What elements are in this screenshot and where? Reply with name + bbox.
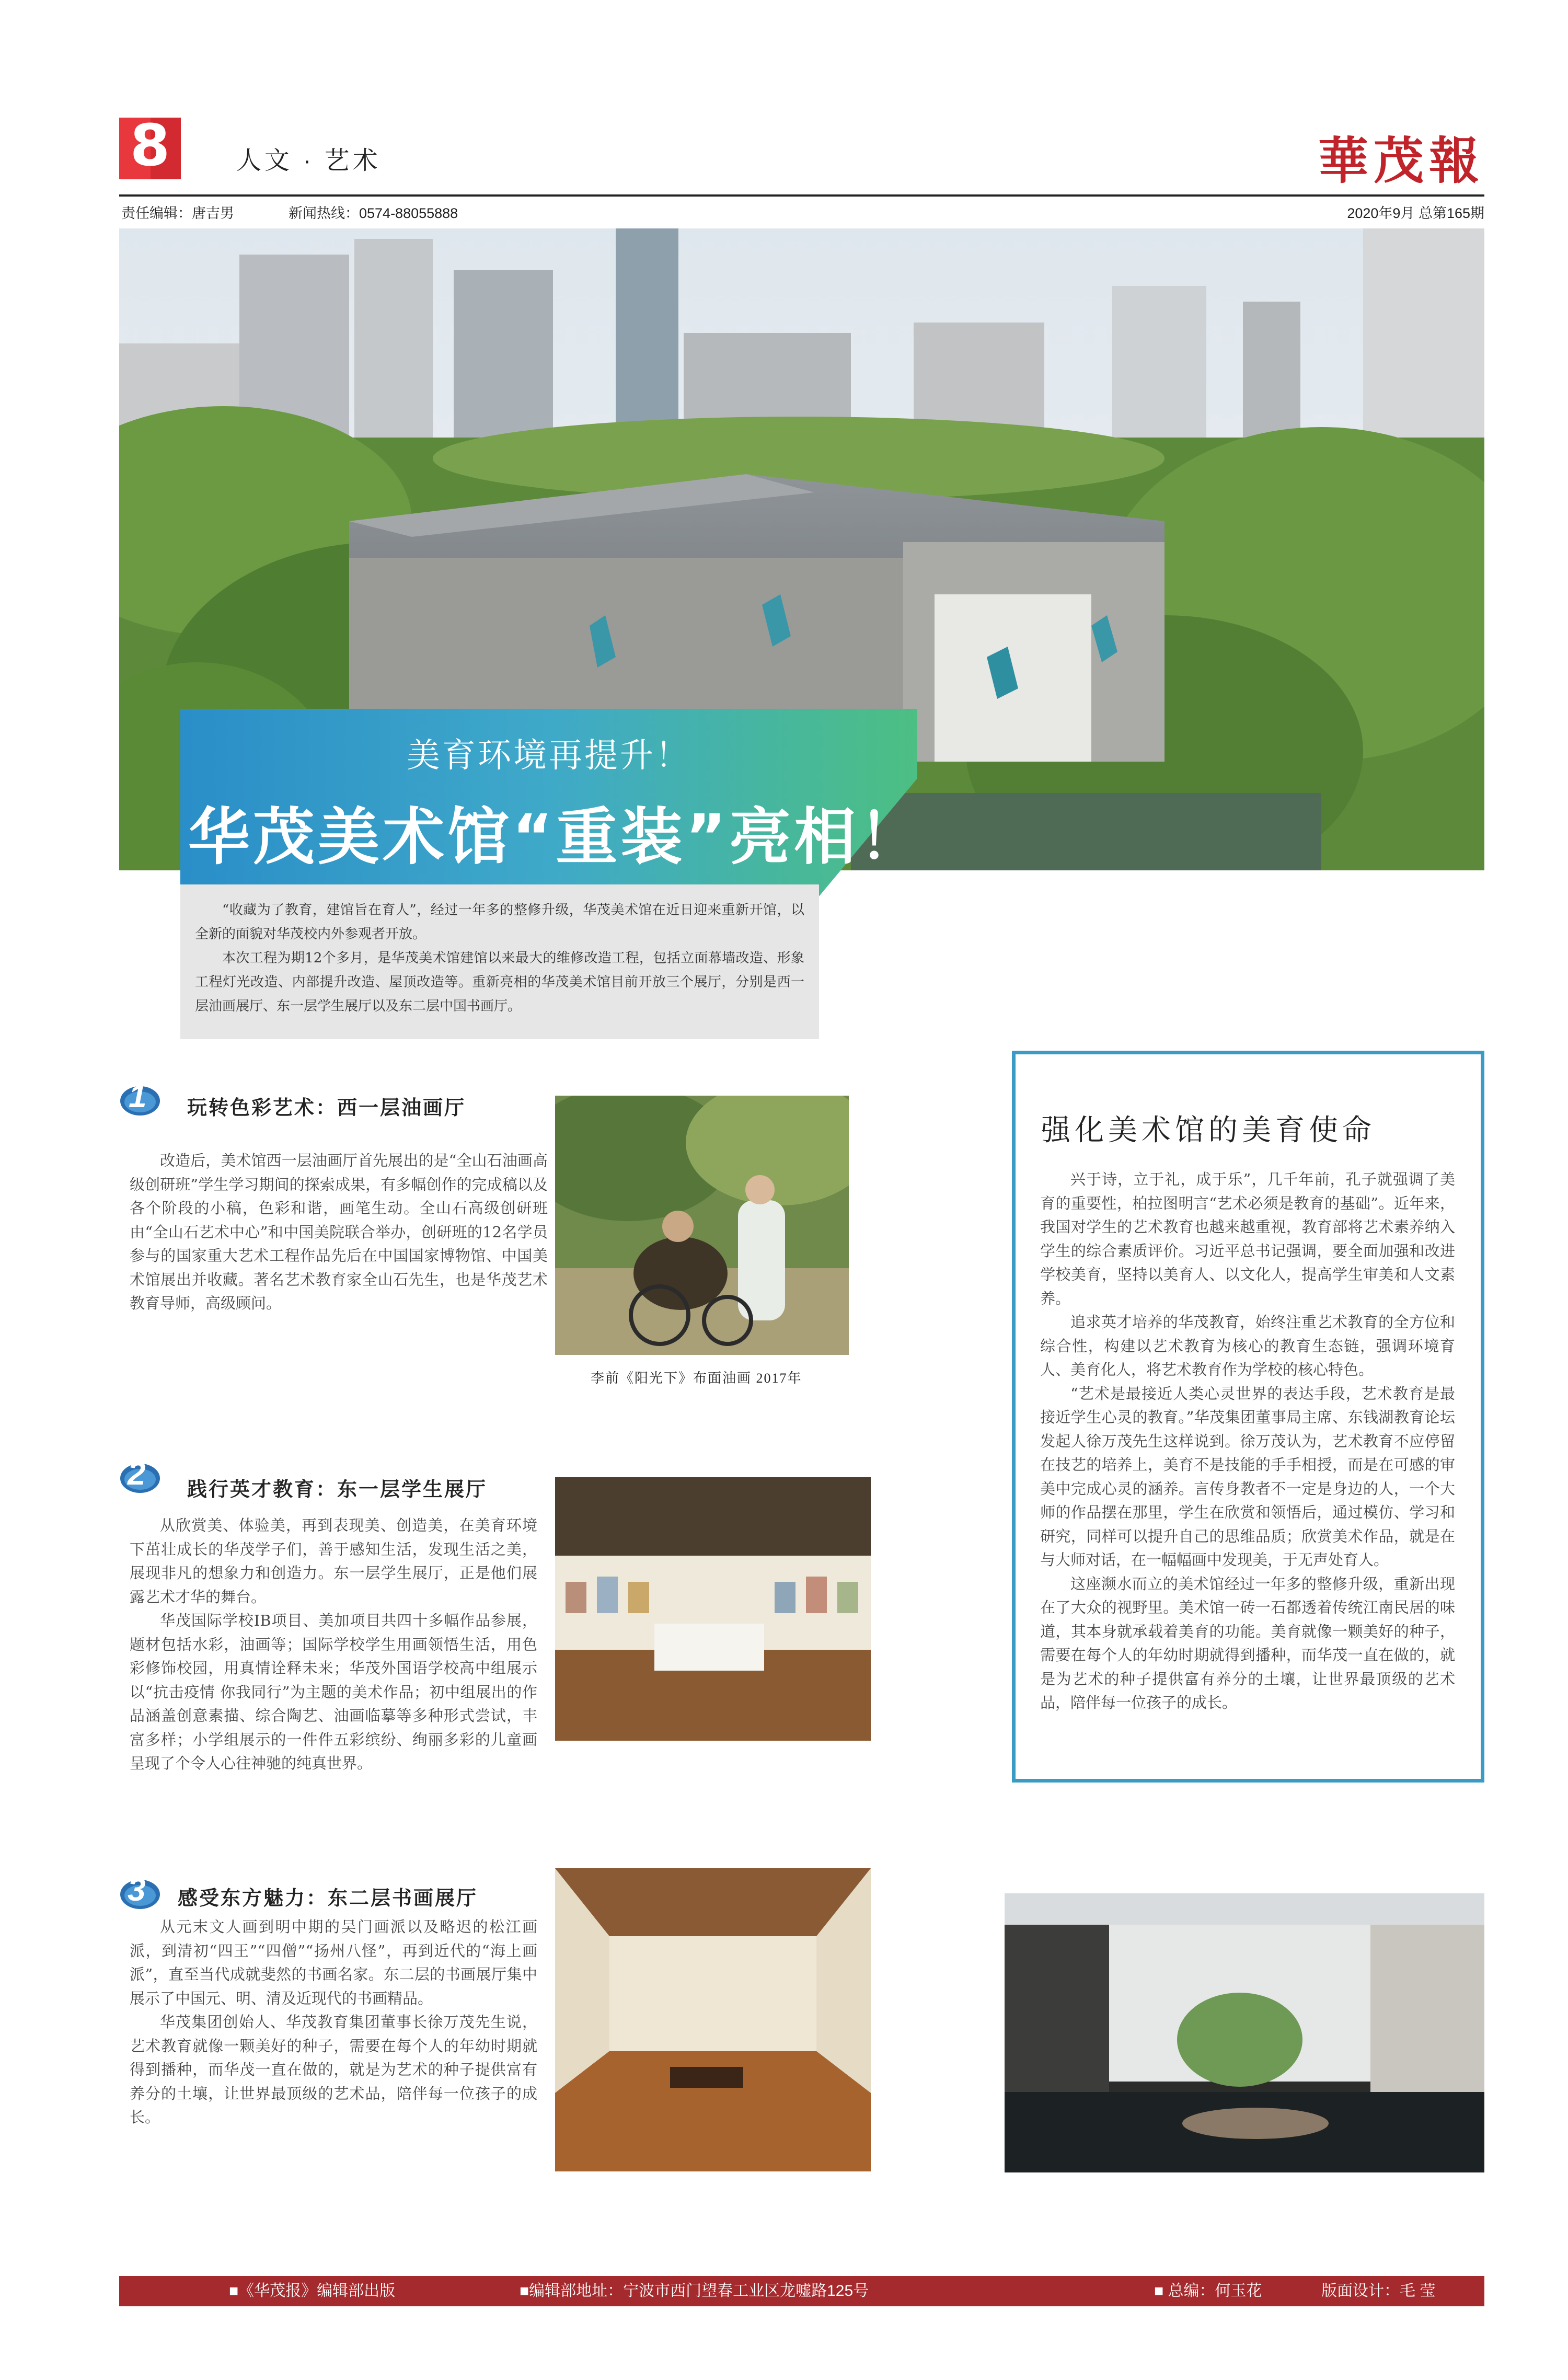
footer-chief-editor: ■ 总编：何玉花 — [1154, 2282, 1262, 2299]
footer-bar — [119, 2276, 1484, 2306]
headline-banner — [180, 709, 924, 902]
section-1-body — [130, 1149, 548, 1316]
section-1-title: 玩转色彩艺术：西一层油画厅 — [187, 1097, 466, 1119]
section-3-number: 3 — [128, 1872, 146, 1908]
footer-publisher: ■《华茂报》编辑部出版 — [229, 2282, 396, 2299]
courtyard-pond-photo — [1005, 1893, 1484, 2172]
section-2-paragraph: 华茂国际学校IB项目、美加项目共四十多幅作品参展，题材包括水彩，油画等；国际学校学生用画领悟生活，用色彩修饰校园，用真情诠释未来；华茂外国语学校高中组展示以“抗击疫情 你我同行”为主题的美术作品；初中组展出的作品涵盖创意素描、综合陶艺、油画临摹等多种形式尝试，丰富多样；小学组展示的一件件五彩缤纷、绚丽多彩的儿童画呈现了个令人心往神驰的纯真世界。 — [130, 1612, 537, 1772]
sidebar-body — [1040, 1168, 1455, 1715]
section-1-paragraph: 改造后，美术馆西一层油画厅首先展出的是“全山石油画高级创研班”学生学习期间的探索成果，有多幅创作的完成稿以及各个阶段的小稿，色彩和谐，画笔生动。全山石高级创研班由“全山石艺术中心”和中国美院联合举办，创研班的12名学员参与的国家重大艺术工程作品先后在中国国家博物馆、中国美术馆展出并收藏。著名艺术教育家全山石先生，也是华茂艺术教育导师，高级顾问。 — [130, 1152, 548, 1312]
section-3-title: 感受东方魅力：东二层书画展厅 — [178, 1888, 478, 1910]
intro-box — [180, 884, 819, 1039]
page-number-badge — [119, 112, 181, 179]
page-number: 8 — [130, 112, 170, 179]
section-2-number: 2 — [128, 1456, 146, 1492]
section-2-body — [130, 1514, 537, 1776]
calligraphy-painting-hall-photo — [555, 1868, 871, 2171]
headline-subtitle: 美育环境再提升！ — [407, 737, 691, 774]
header-rule — [119, 194, 1484, 197]
sidebar-paragraph: “艺术是最接近人类心灵世界的表达手段，艺术教育是最接近学生心灵的教育。”华茂集团董事局主席、东钱湖教育论坛发起人徐万茂先生这样说到。徐万茂认为，艺术教育不应停留在技艺的培养上，美育不是技能的手手相授，而是在可感的审美中完成心灵的涵养。言传身教者不一定是身边的人，一个大师的作品摆在那里，学生在欣赏和领悟后，通过模仿、学习和研究，同样可以提升自己的思维品质；欣赏美术作品，就是在与大师对话，在一幅幅画中发现美，于无声处育人。 — [1040, 1384, 1455, 1569]
issue-info: 2020年9月 总第165期 — [1347, 205, 1484, 221]
section-1-number: 1 — [129, 1078, 147, 1114]
section-3-body — [130, 1915, 537, 2130]
sidebar-paragraph: 这座濒水而立的美术馆经过一年多的整修升级，重新出现在了大众的视野里。美术馆一砖一石都透着传统江南民居的味道，其本身就承载着美育的功能。美育就像一颗美好的种子，需要在每个人的年幼时期就得到播种，而华茂一直在做的，就是为艺术的种子提供富有养分的土壤，让世界最顶级的艺术品，陪伴每一位孩子的成长。 — [1040, 1574, 1455, 1711]
intro-paragraph: 本次工程为期12个多月，是华茂美术馆建馆以来最大的维修改造工程，包括立面幕墙改造、形象工程灯光改造、内部提升改造、屋顶改造等。重新亮相的华茂美术馆目前开放三个展厅，分别是西一层油画展厅、东一层学生展厅以及东二层中国书画厅。 — [195, 950, 804, 1014]
oil-painting-photo — [555, 1096, 849, 1355]
section-3-paragraph: 从元末文人画到明中期的吴门画派以及略迟的松江画派，到清初“四王”“四僧”“扬州八怪”，再到近代的“海上画派”，直至当代成就斐然的书画名家。东二层的书画展厅集中展示了中国元、明、清及近现代的书画精品。 — [130, 1918, 537, 2007]
responsible-editor: 责任编辑：唐吉男 — [121, 205, 234, 221]
newspaper-masthead: 華茂報 — [1318, 131, 1484, 190]
section-2-title: 践行英才教育：东一层学生展厅 — [187, 1479, 488, 1501]
painting-caption: 李前《阳光下》布面油画 2017年 — [591, 1371, 802, 1386]
sidebar-paragraph: 追求英才培养的华茂教育，始终注重艺术教育的全方位和综合性，构建以艺术教育为核心的教育生态链，强调环境育人、美育化人，将艺术教育作为学校的核心特色。 — [1040, 1313, 1455, 1378]
section-title: 人文 · 艺术 — [236, 147, 381, 175]
news-hotline: 新闻热线：0574-88055888 — [289, 205, 458, 221]
section-2-paragraph: 从欣赏美、体验美，再到表现美、创造美，在美育环境下茁壮成长的华茂学子们，善于感知生活，发现生活之美，展现非凡的想象力和创造力。东一层学生展厅，正是他们展露艺术才华的舞台。 — [130, 1516, 537, 1606]
sidebar-paragraph: 兴于诗，立于礼，成于乐”，几千年前，孔子就强调了美育的重要性，柏拉图明言“艺术必须是教育的基础”。近年来，我国对学生的艺术教育也越来越重视，教育部将艺术素养纳入学生的综合素质评价。习近平总书记强调，要全面加强和改进学校美育，坚持以美育人、以文化人，提高学生审美和人文素养。 — [1040, 1170, 1455, 1307]
headline-title: 华茂美术馆“重装”亮相！ — [188, 801, 924, 873]
section-3-paragraph: 华茂集团创始人、华茂教育集团董事长徐万茂先生说，艺术教育就像一颗美好的种子，需要在每个人的年幼时期就得到播种，而华茂一直在做的，就是为艺术的种子提供富有养分的土壤，让世界最顶级的艺术品，陪伴每一位孩子的成长。 — [130, 2013, 537, 2126]
footer-designer: 版面设计：毛 莹 — [1321, 2282, 1436, 2299]
intro-paragraph: “收藏为了教育，建馆旨在育人”，经过一年多的整修升级，华茂美术馆在近日迎来重新开馆，以全新的面貌对华茂校内外参观者开放。 — [195, 902, 804, 942]
footer-address: ■编辑部地址：宁波市西门望春工业区龙嘘路125号 — [520, 2282, 869, 2299]
sidebar-title: 强化美术馆的美育使命 — [1041, 1113, 1376, 1147]
student-exhibition-hall-photo — [555, 1477, 871, 1741]
